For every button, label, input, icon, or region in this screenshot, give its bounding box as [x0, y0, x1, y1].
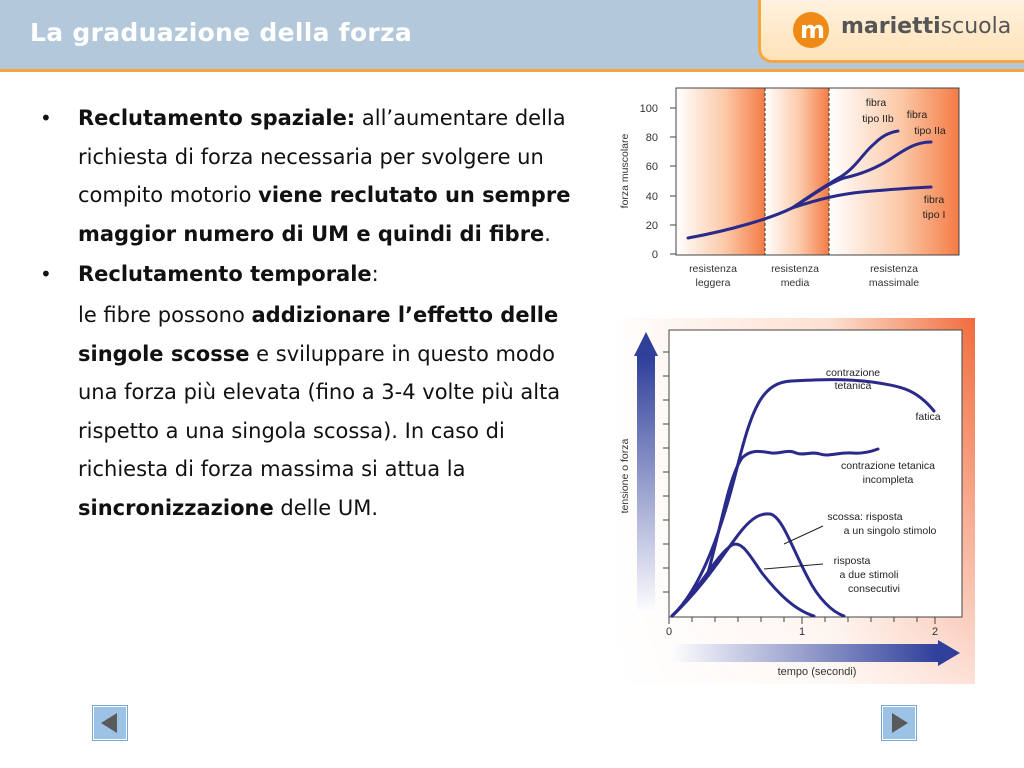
logo-mark-icon: m — [793, 12, 829, 48]
label-fatica: fatica — [915, 411, 941, 423]
zone-label-leggera: resistenza — [689, 263, 737, 275]
label-due-stimoli: risposta — [833, 555, 871, 567]
zone-label-media: resistenza — [771, 263, 819, 275]
y-tick-label: 80 — [645, 132, 658, 144]
bullet-emphasis: viene reclutato un sempre maggior numero di UM e quindi di fibre — [78, 183, 571, 246]
bullet-title: Reclutamento spaziale: — [78, 106, 356, 130]
slide-body — [38, 99, 583, 528]
y-tick-label: 60 — [645, 161, 658, 173]
bullet-text: all’aumentare della richiesta di forza necessaria per svolgere un compito motorio — [78, 106, 566, 208]
publisher-logo — [758, 0, 1024, 63]
y-tick-label: 100 — [639, 103, 658, 115]
bullet-dot-icon: • — [40, 106, 52, 130]
zone-label-media: media — [780, 277, 810, 289]
label-fibra-i: tipo I — [922, 209, 946, 221]
zone-label-massimale: massimale — [868, 277, 920, 289]
bullet-dot-icon: • — [40, 262, 52, 287]
label-fibra-iia: fibra — [906, 109, 928, 121]
bullet-title: Reclutamento temporale — [78, 262, 372, 287]
next-slide-button[interactable] — [882, 706, 916, 740]
y-axis-label: tensione o forza — [619, 438, 631, 514]
label-fibra-i: fibra — [923, 194, 945, 206]
arrow-left-icon — [101, 713, 117, 733]
y-tick-label: 0 — [651, 249, 658, 261]
label-fibra-iia: tipo IIa — [914, 125, 946, 137]
x-axis-label: tempo (secondi) — [777, 666, 857, 678]
bullet-spatial: • Reclutamento spaziale: all’aumentare della richiesta di forza necessaria per svolgere un compito motorio viene reclutato un sempre maggior numero di UM e quindi di fibre. — [38, 99, 583, 253]
label-contrazione-tetanica: contrazione — [825, 367, 881, 379]
x-tick-label: 0 — [665, 626, 673, 638]
header-divider — [0, 69, 1024, 72]
tension-time-figure — [612, 318, 975, 684]
zone-label-massimale: resistenza — [870, 263, 918, 275]
label-fibra-iib: fibra — [865, 97, 887, 109]
arrow-right-icon — [892, 713, 908, 733]
plot-area — [669, 330, 962, 617]
header-bar — [0, 0, 1024, 70]
bullet-emphasis: addizionare l’effetto delle singole scosse — [78, 302, 559, 366]
prev-slide-button[interactable] — [93, 706, 127, 740]
bullet-emphasis: sincronizzazione — [78, 495, 274, 520]
label-tetanica-incompleta: contrazione tetanica — [841, 460, 935, 472]
fiber-recruitment-figure — [612, 86, 972, 296]
y-axis-arrow — [634, 332, 658, 614]
label-fibra-iib: tipo IIb — [862, 113, 894, 125]
label-tetanica-incompleta: incompleta — [862, 474, 914, 486]
y-tick-label: 20 — [645, 220, 658, 232]
y-axis-label: forza muscolare — [619, 133, 631, 209]
slide-title: La graduazione della forza — [30, 18, 413, 47]
zone-media — [765, 88, 829, 255]
label-contrazione-tetanica: tetanica — [834, 380, 872, 392]
bullet-temporal: • Reclutamento temporale: — [38, 255, 583, 294]
label-due-stimoli: consecutivi — [848, 583, 900, 595]
x-tick-label: 2 — [931, 626, 939, 638]
label-scossa: scossa: risposta — [827, 511, 903, 523]
label-scossa: a un singolo stimolo — [843, 525, 937, 537]
y-tick-label: 40 — [645, 191, 658, 203]
logo-text: mariettiscuola — [841, 14, 1012, 39]
x-tick-label: 1 — [798, 626, 806, 638]
label-due-stimoli: a due stimoli — [839, 569, 899, 581]
zone-label-leggera: leggera — [695, 277, 731, 289]
bullet-temporal-text: le fibre possono addizionare l’effetto delle singole scosse e sviluppare in questo modo una forza più elevata (fino a 3-4 volte più alta rispetto a una singola scossa). In caso di richiesta di forza massima si attua la sincronizzazione delle UM. — [78, 302, 561, 520]
